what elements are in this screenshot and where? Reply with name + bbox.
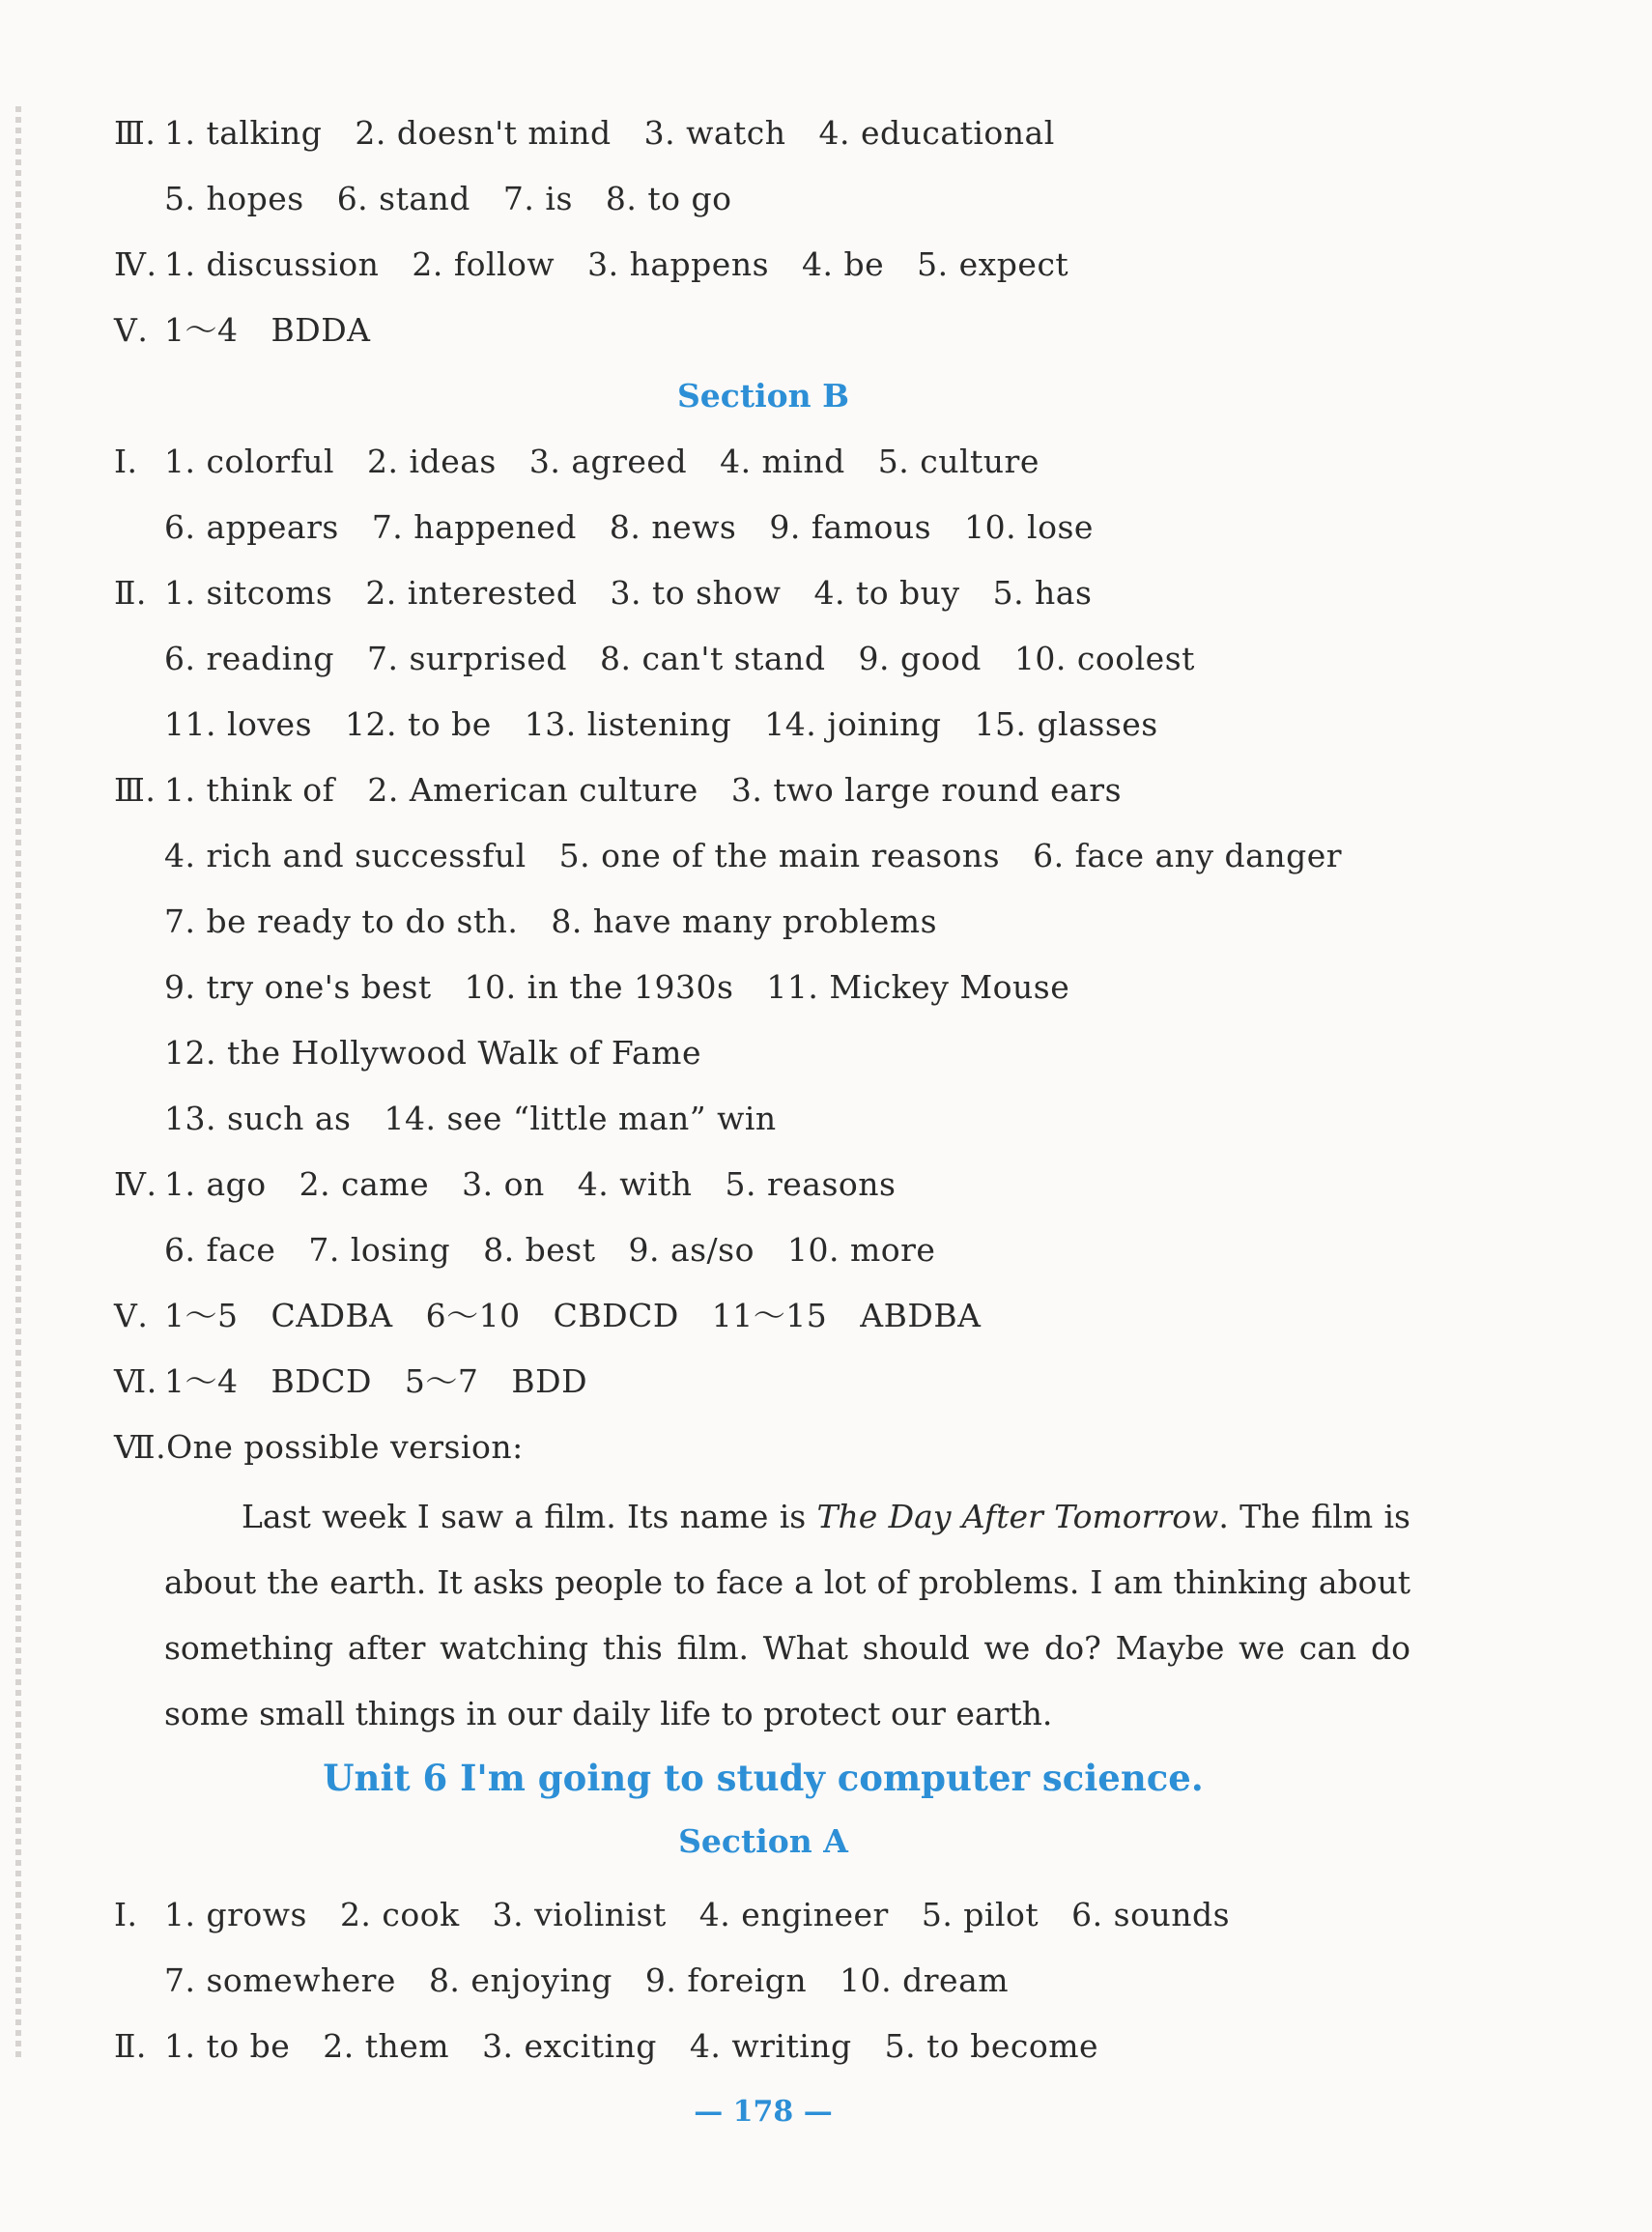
answer-item: 7. is — [502, 180, 573, 217]
roman-numeral: Ⅳ. — [114, 245, 157, 283]
answer-item: 10. lose — [964, 508, 1094, 546]
answer-item: 5. expect — [917, 245, 1069, 283]
unit-title: Unit 6 I'm going to study computer science. — [323, 1757, 1204, 1799]
answer-item: 5～7 — [404, 1362, 479, 1400]
answer-item: 4. rich and successful — [164, 837, 527, 874]
roman-numeral: Ⅱ. — [114, 2027, 147, 2065]
film-title: The Day After Tomorrow — [816, 1498, 1219, 1535]
answer-item: 3. watch — [643, 114, 786, 152]
answer-item: 13. such as — [164, 1100, 352, 1137]
answer-item: 6. face — [164, 1231, 276, 1269]
answer-item: 2. ideas — [367, 443, 497, 480]
answer-item: BDDA — [271, 311, 371, 349]
answer-line — [114, 2025, 1131, 2068]
answer-item: 5. pilot — [921, 1896, 1040, 1933]
answer-line — [114, 1360, 620, 1403]
answer-line — [114, 1295, 1013, 1337]
answer-item: 8. to go — [605, 180, 732, 217]
answer-item: 2. interested — [365, 574, 578, 612]
answer-item: 10. in the 1930s — [464, 968, 734, 1006]
essay-paragraph — [164, 1484, 1410, 1747]
answer-line — [114, 1894, 1263, 1936]
answer-item: 1. colorful — [164, 443, 335, 480]
answer-line — [164, 506, 1126, 549]
answer-item: 1～4 — [164, 311, 239, 349]
answer-item: 15. glasses — [974, 705, 1158, 743]
answer-item: 6. sounds — [1071, 1896, 1231, 1933]
answer-line — [164, 703, 1191, 746]
answer-item: 12. to be — [345, 705, 492, 743]
answer-item: 4. mind — [720, 443, 845, 480]
answer-item: 2. doesn't mind — [355, 114, 612, 152]
answer-item: 9. good — [858, 640, 982, 677]
answer-item: 7. happened — [371, 508, 577, 546]
answer-item: 6. appears — [164, 508, 339, 546]
answer-line — [164, 835, 1375, 877]
answer-line — [164, 1960, 1041, 2002]
answer-item: 7. losing — [308, 1231, 451, 1269]
roman-numeral: Ⅲ. — [114, 114, 157, 152]
answer-item: 10. more — [786, 1231, 936, 1269]
answer-item: 12. the Hollywood Walk of Fame — [164, 1034, 701, 1072]
answer-item: 4. educational — [818, 114, 1055, 152]
answer-item: 4. engineer — [698, 1896, 889, 1933]
answer-line — [164, 178, 764, 220]
answer-item: 6. stand — [336, 180, 470, 217]
answer-item: 10. coolest — [1013, 640, 1195, 677]
roman-numeral: Ⅵ. — [114, 1362, 157, 1400]
answer-item: 5. has — [992, 574, 1093, 612]
answer-item: 8. have many problems — [551, 902, 938, 940]
answer-item: 5. reasons — [725, 1165, 897, 1203]
answer-line — [164, 966, 1102, 1009]
answer-item: 1. ago — [164, 1165, 267, 1203]
answer-line — [114, 572, 1125, 615]
answer-item: 3. violinist — [492, 1896, 667, 1933]
page-number: — 178 — — [694, 2095, 833, 2129]
answer-item: 4. to buy — [813, 574, 960, 612]
roman-numeral: Ⅱ. — [114, 574, 147, 612]
section-b-heading: Section B — [676, 377, 850, 415]
answer-line — [114, 112, 1088, 155]
answer-item: 2. follow — [412, 245, 555, 283]
answer-item: ABDBA — [860, 1297, 982, 1334]
answer-item: 5. one of the main reasons — [558, 837, 1001, 874]
roman-numeral: Ⅰ. — [114, 443, 138, 480]
answer-item: 3. on — [462, 1165, 545, 1203]
answer-item: 1. grows — [164, 1896, 307, 1933]
answer-item: 11. Mickey Mouse — [766, 968, 1070, 1006]
answer-item: 1～4 — [164, 1362, 239, 1400]
answer-item: 3. agreed — [528, 443, 688, 480]
answer-line — [114, 243, 1101, 286]
section-a-heading: Section A — [678, 1822, 848, 1860]
answer-item: 3. two large round ears — [730, 771, 1123, 809]
answer-item: 8. news — [609, 508, 737, 546]
answer-item: 7. surprised — [367, 640, 567, 677]
answer-item: 3. happens — [587, 245, 770, 283]
answer-line — [114, 309, 404, 352]
answer-item: 5. culture — [877, 443, 1040, 480]
answer-item: One possible version: — [166, 1428, 524, 1466]
answer-item: 2. came — [299, 1165, 430, 1203]
answer-item: 6. reading — [164, 640, 335, 677]
answer-line — [164, 901, 970, 943]
roman-numeral: Ⅰ. — [114, 1896, 138, 1933]
answer-item: 8. best — [483, 1231, 596, 1269]
answer-item: 10. dream — [840, 1961, 1010, 1999]
answer-item: 4. be — [802, 245, 885, 283]
answer-item: 9. try one's best — [164, 968, 432, 1006]
answer-line — [114, 1163, 928, 1206]
answer-line — [114, 1426, 556, 1469]
answer-line — [114, 441, 1072, 483]
answer-item: 8. can't stand — [600, 640, 826, 677]
roman-numeral: Ⅶ. — [114, 1428, 167, 1466]
answer-item: 2. cook — [339, 1896, 460, 1933]
answer-item: CADBA — [271, 1297, 393, 1334]
answer-item: 5. hopes — [164, 180, 304, 217]
answer-item: 1～5 — [164, 1297, 239, 1334]
answer-item: 7. somewhere — [164, 1961, 396, 1999]
answer-line — [164, 1098, 810, 1140]
answer-item: 3. to show — [610, 574, 782, 612]
answer-item: 9. as/so — [628, 1231, 755, 1269]
answer-item: 6. face any danger — [1033, 837, 1343, 874]
answer-item: 1. to be — [164, 2027, 291, 2065]
answer-item: 4. writing — [689, 2027, 852, 2065]
answer-item: 8. enjoying — [428, 1961, 612, 1999]
answer-line — [164, 638, 1228, 680]
answer-item: 11. loves — [164, 705, 312, 743]
essay-text: Last week I saw a film. Its name is The Day After Tomorrow. The film is about the earth. It asks people to face a lot of problems. I am thinking about something after watching this film. What should we do? Maybe we can do some small things in our daily life to protect our earth. — [164, 1498, 1410, 1732]
roman-numeral: Ⅳ. — [114, 1165, 157, 1203]
answer-item: 5. to become — [884, 2027, 1099, 2065]
answer-item: 2. American culture — [367, 771, 698, 809]
answer-item: 11～15 — [711, 1297, 828, 1334]
answer-line — [164, 1229, 968, 1272]
answer-item: BDCD — [271, 1362, 372, 1400]
roman-numeral: Ⅴ. — [114, 1297, 149, 1334]
answer-item: 1. sitcoms — [164, 574, 333, 612]
answer-item: 14. joining — [764, 705, 942, 743]
answer-item: 14. see “little man” win — [384, 1100, 777, 1137]
answer-item: 1. think of — [164, 771, 335, 809]
answer-item: 1. discussion — [164, 245, 380, 283]
answer-item: 9. famous — [769, 508, 932, 546]
answer-item: 3. exciting — [482, 2027, 657, 2065]
answer-item: 13. listening — [524, 705, 732, 743]
answer-line — [114, 769, 1154, 812]
answer-item: 7. be ready to do sth. — [164, 902, 519, 940]
roman-numeral: Ⅴ. — [114, 311, 149, 349]
answer-item: 9. foreign — [644, 1961, 808, 1999]
answer-item: 1. talking — [164, 114, 323, 152]
roman-numeral: Ⅲ. — [114, 771, 157, 809]
answer-item: 4. with — [577, 1165, 693, 1203]
answer-item: BDD — [511, 1362, 588, 1400]
answer-item: 2. them — [323, 2027, 450, 2065]
answer-item: CBDCD — [553, 1297, 679, 1334]
answer-item: 6～10 — [425, 1297, 521, 1334]
answer-line — [164, 1032, 734, 1074]
